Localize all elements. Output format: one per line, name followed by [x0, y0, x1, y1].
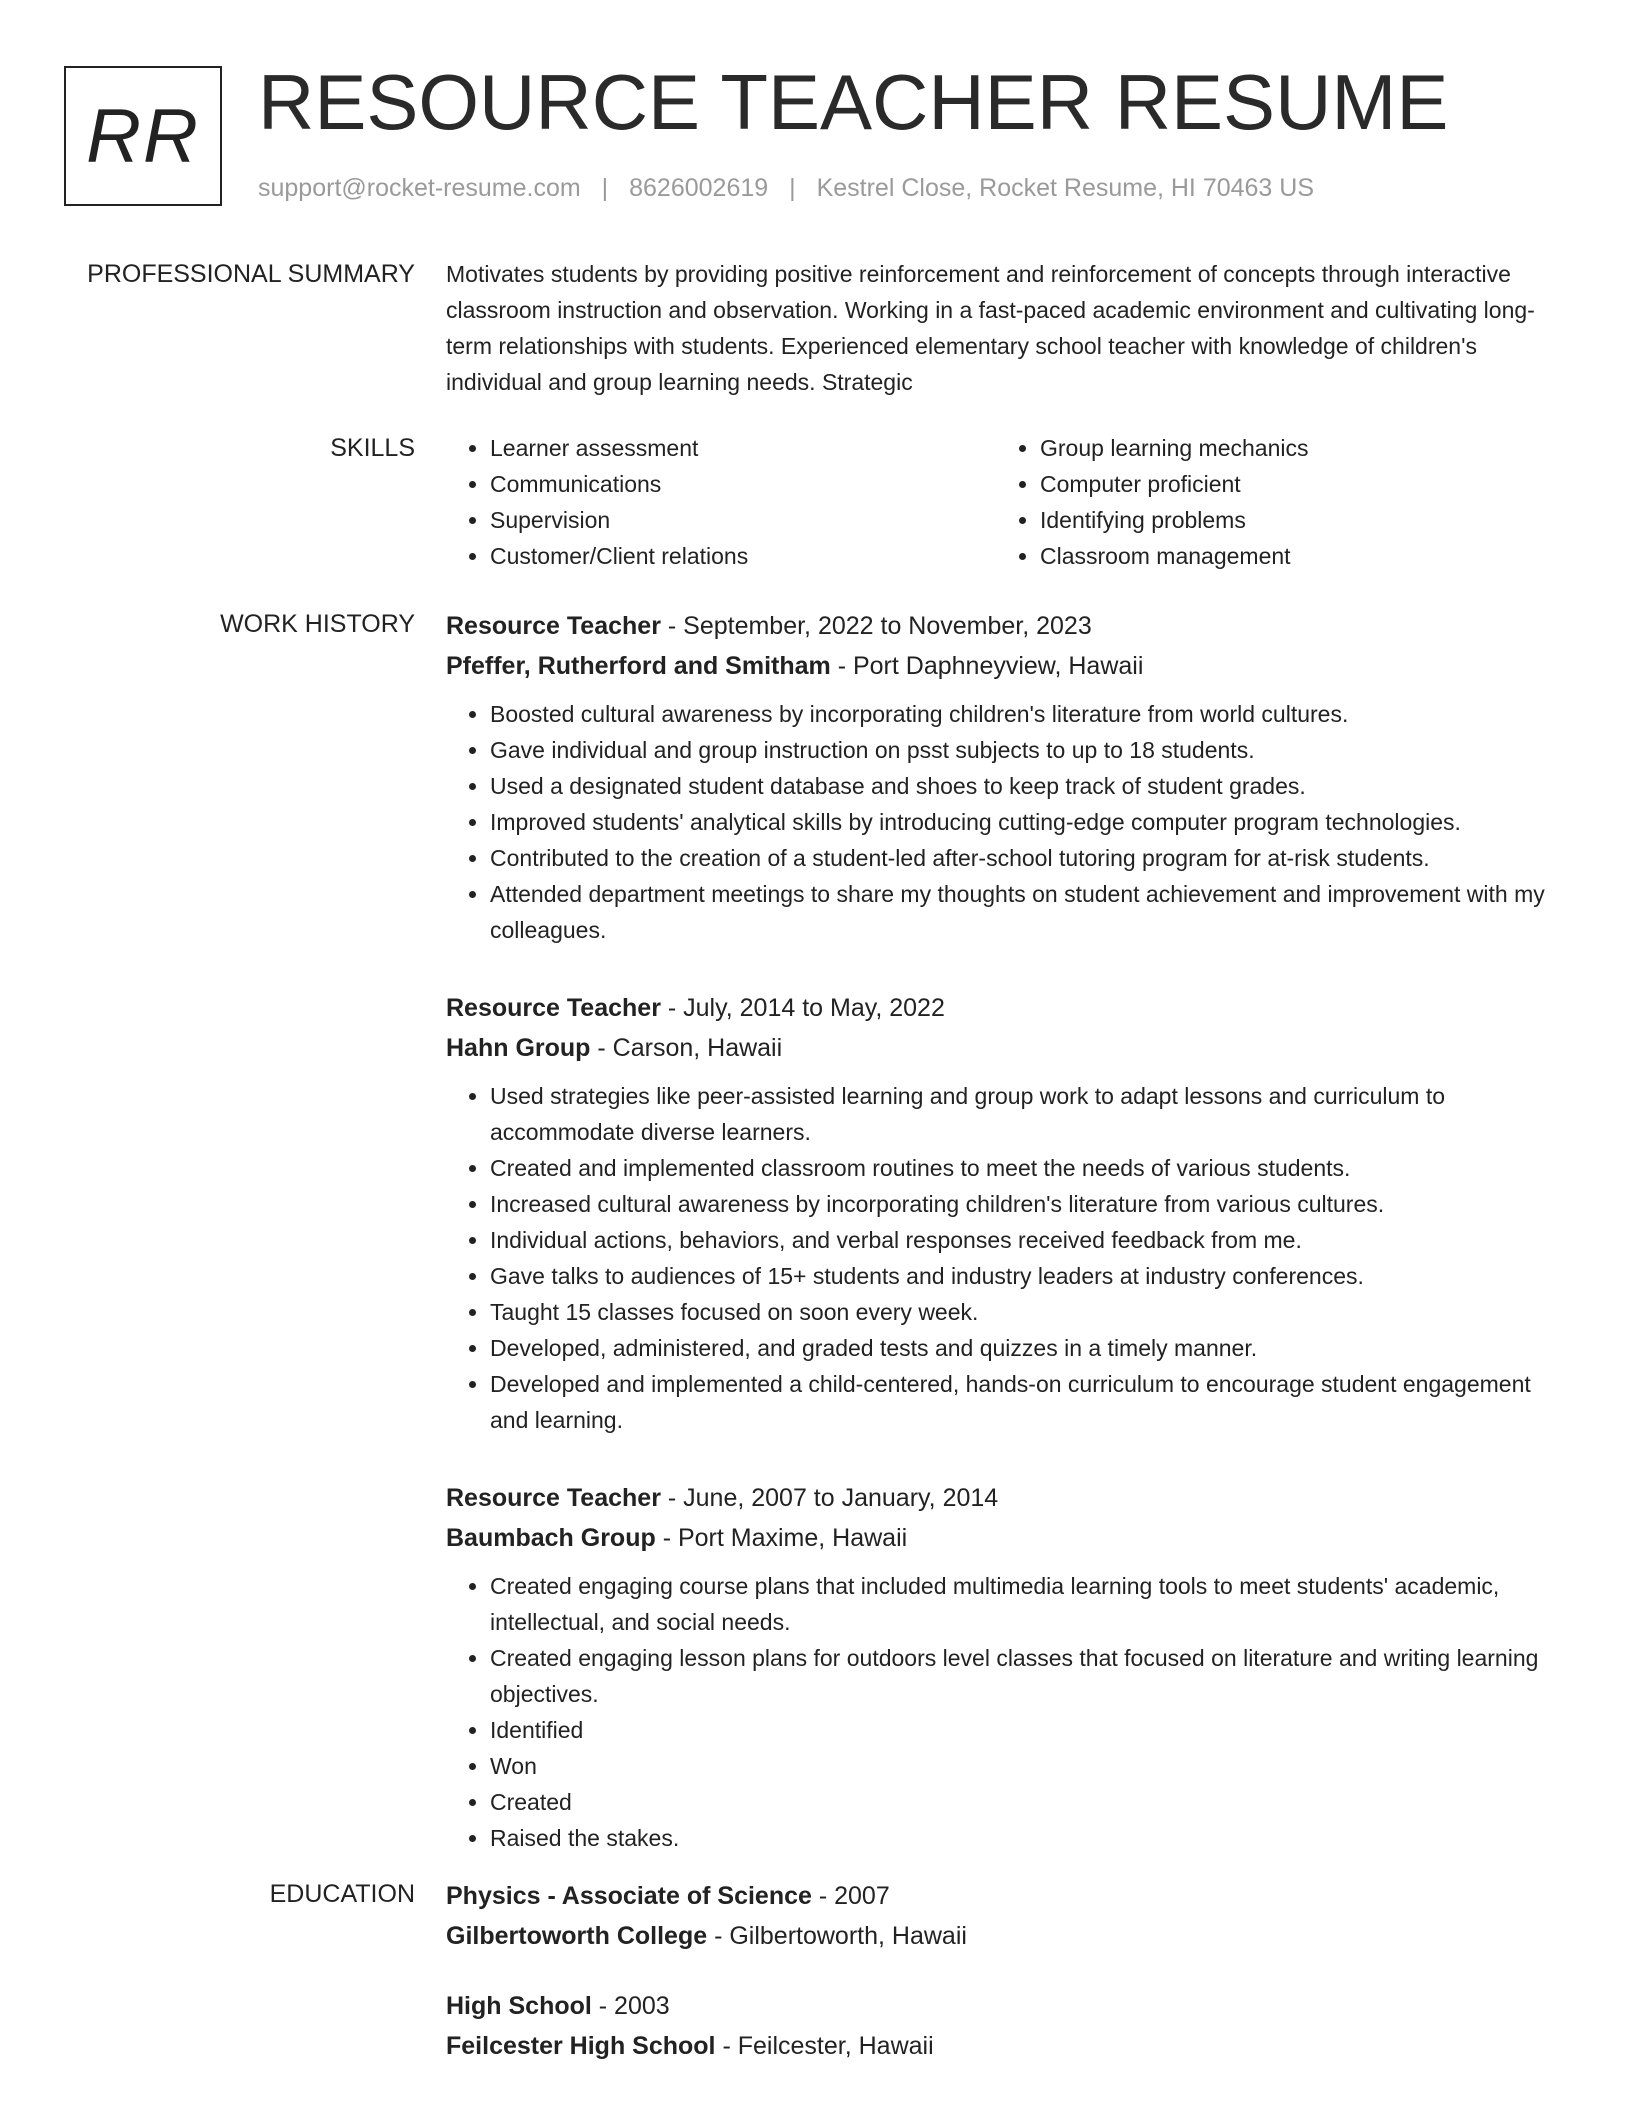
work-history-label: WORK HISTORY	[220, 610, 415, 638]
summary-text: Motivates students by providing positive reinforcement and reinforcement of concepts through interactive classroom instruction and observation. Working in a fast-paced academic environment and cultivating long-term relationships with students. Experienced elementary school teacher with knowledge of children's individual and group learning needs. Strategic	[446, 261, 1535, 395]
job-bullets	[446, 1568, 1556, 1856]
job-bullet: • Improved students' analytical skills by introducing cutting-edge computer program technologies.	[490, 804, 1556, 840]
skills-label: SKILLS	[330, 434, 415, 462]
contact-separator: |	[601, 174, 609, 202]
job-bullet: • Created	[490, 1784, 1556, 1820]
contact-email[interactable]: support@rocket-resume.com	[258, 174, 581, 202]
job-company-line	[446, 1518, 1556, 1558]
job-bullet: • Gave talks to audiences of 15+ students and industry leaders at industry conferences.	[490, 1258, 1556, 1294]
job-entry	[446, 988, 1556, 1438]
education-school-line	[446, 1916, 1556, 1956]
job-bullet: • Gave individual and group instruction on psst subjects to up to 18 students.	[490, 732, 1556, 768]
summary-body	[446, 256, 1556, 400]
skills-list-left	[446, 430, 996, 574]
skill-item: • Supervision	[490, 502, 996, 538]
contact-phone[interactable]: 8626002619	[629, 174, 769, 202]
skill-item: • Identifying problems	[1040, 502, 1546, 538]
job-bullet: • Identified	[490, 1712, 1556, 1748]
skill-item: • Communications	[490, 466, 996, 502]
job-bullet: • Attended department meetings to share my thoughts on student achievement and improvement with my colleagues.	[490, 876, 1556, 948]
skill-item: • Classroom management	[1040, 538, 1546, 574]
job-title-line	[446, 988, 1556, 1028]
education-year: - 2007	[811, 1882, 890, 1910]
work-history-body	[446, 606, 1556, 1896]
education-degree: High School	[446, 1992, 592, 2020]
job-bullet: • Raised the stakes.	[490, 1820, 1556, 1856]
job-bullet: • Boosted cultural awareness by incorporating children's literature from world cultures.	[490, 696, 1556, 732]
education-year: - 2003	[591, 1992, 670, 2020]
job-title: Resource Teacher	[446, 612, 661, 640]
monogram-initials: RR	[86, 93, 200, 179]
job-title-line	[446, 1478, 1556, 1518]
skill-item: • Group learning mechanics	[1040, 430, 1546, 466]
job-dates: - June, 2007 to January, 2014	[660, 1484, 999, 1512]
job-bullet: • Used a designated student database and shoes to keep track of student grades.	[490, 768, 1556, 804]
job-bullet: • Won	[490, 1748, 1556, 1784]
education-location: - Gilbertoworth, Hawaii	[707, 1922, 967, 1950]
job-dates: - September, 2022 to November, 2023	[660, 612, 1092, 640]
job-entry	[446, 606, 1556, 948]
education-location: - Feilcester, Hawaii	[715, 2032, 934, 2060]
education-label: EDUCATION	[269, 1880, 415, 1908]
job-bullet: • Taught 15 classes focused on soon every week.	[490, 1294, 1556, 1330]
job-location: - Port Maxime, Hawaii	[655, 1524, 908, 1552]
job-bullet: • Used strategies like peer-assisted learning and group work to adapt lessons and curriculum to accommodate diverse learners.	[490, 1078, 1556, 1150]
job-company: Pfeffer, Rutherford and Smitham	[446, 652, 831, 680]
skills-columns	[446, 430, 1546, 574]
education-degree: Physics - Associate of Science	[446, 1882, 812, 1910]
job-location: - Port Daphneyview, Hawaii	[830, 652, 1144, 680]
job-bullet: • Contributed to the creation of a student-led after-school tutoring program for at-risk students.	[490, 840, 1556, 876]
skills-body	[446, 430, 1556, 574]
job-bullet: • Individual actions, behaviors, and verbal responses received feedback from me.	[490, 1222, 1556, 1258]
job-bullet: • Developed, administered, and graded tests and quizzes in a timely manner.	[490, 1330, 1556, 1366]
contact-separator: |	[789, 174, 796, 202]
job-dates: - July, 2014 to May, 2022	[660, 994, 945, 1022]
job-title: Resource Teacher	[446, 994, 661, 1022]
education-school: Feilcester High School	[446, 2032, 716, 2060]
skill-item: • Computer proficient	[1040, 466, 1546, 502]
education-body	[446, 1876, 1556, 2066]
job-bullet: • Increased cultural awareness by incorporating children's literature from various cultures.	[490, 1186, 1556, 1222]
education-degree-line	[446, 1986, 1556, 2026]
job-title-line	[446, 606, 1556, 646]
job-bullet: • Created engaging course plans that included multimedia learning tools to meet students' academic, intellectual, and social needs.	[490, 1568, 1556, 1640]
job-bullet: • Created and implemented classroom routines to meet the needs of various students.	[490, 1150, 1556, 1186]
skill-item: • Customer/Client relations	[490, 538, 996, 574]
job-bullets	[446, 696, 1556, 948]
resume-title: RESOURCE TEACHER RESUME	[258, 58, 1449, 146]
skill-item: • Learner assessment	[490, 430, 996, 466]
job-company: Hahn Group	[446, 1034, 591, 1062]
job-entry	[446, 1478, 1556, 1856]
job-bullet: • Developed and implemented a child-centered, hands-on curriculum to encourage student engagement and learning.	[490, 1366, 1556, 1438]
summary-label: PROFESSIONAL SUMMARY	[87, 260, 415, 288]
job-title: Resource Teacher	[446, 1484, 661, 1512]
monogram-logo	[64, 66, 222, 206]
contact-address: Kestrel Close, Rocket Resume, HI 70463 US	[816, 174, 1315, 202]
education-entry	[446, 1876, 1556, 1956]
job-bullet: • Created engaging lesson plans for outdoors level classes that focused on literature and writing learning objectives.	[490, 1640, 1556, 1712]
skills-list-right	[996, 430, 1546, 574]
job-company-line	[446, 646, 1556, 686]
education-degree-line	[446, 1876, 1556, 1916]
education-entry	[446, 1986, 1556, 2066]
job-company-line	[446, 1028, 1556, 1068]
education-school: Gilbertoworth College	[446, 1922, 708, 1950]
job-location: - Carson, Hawaii	[590, 1034, 783, 1062]
job-company: Baumbach Group	[446, 1524, 656, 1552]
contact-line	[258, 174, 1314, 203]
education-school-line	[446, 2026, 1556, 2066]
job-bullets	[446, 1078, 1556, 1438]
